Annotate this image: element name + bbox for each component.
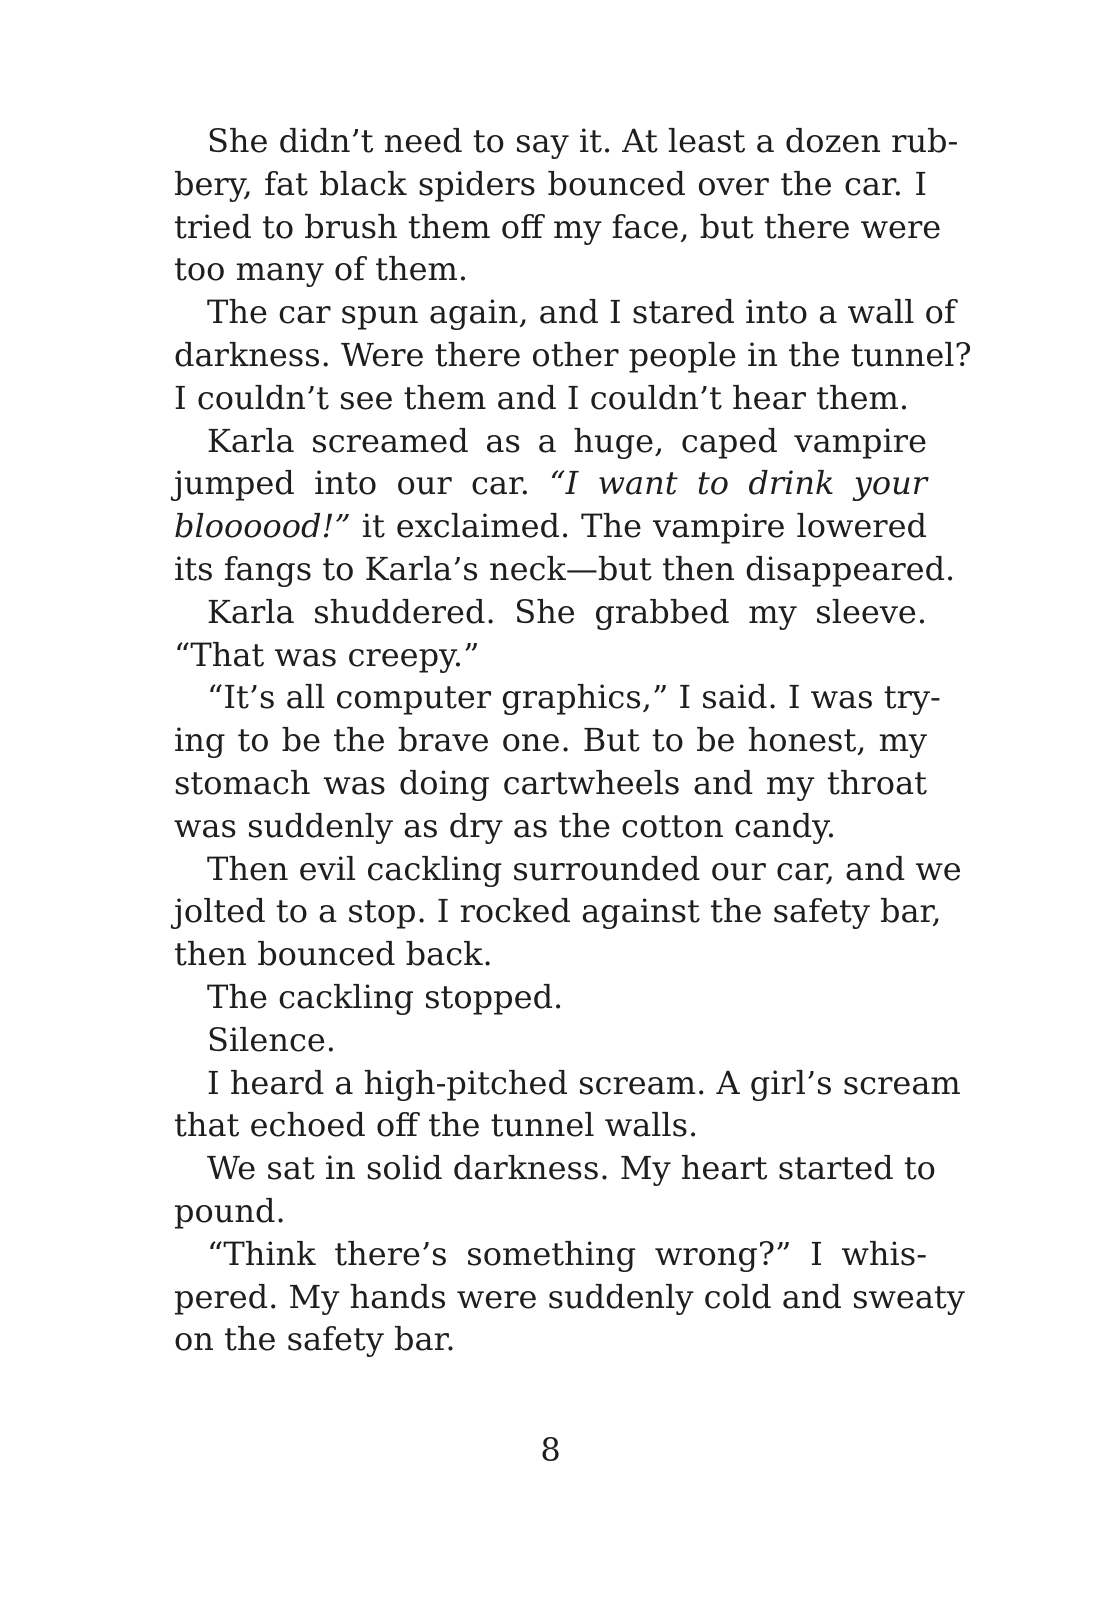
text-line: I couldn’t see them and I couldn’t hear them. <box>174 378 910 417</box>
text-line: on the safety bar. <box>174 1320 456 1359</box>
text-line: I heard a high-pitched scream. A girl’s scream <box>207 1063 961 1102</box>
body-text <box>174 120 972 1361</box>
text-line: darkness. Were there other people in the tunnel? <box>174 335 972 374</box>
italic-dialogue: “I want to drink your <box>549 464 928 503</box>
text-segment: jumped into our car. <box>174 464 550 503</box>
text-line: Then evil cackling surrounded our car, and we <box>207 849 962 888</box>
text-segment: it exclaimed. The vampire lowered <box>350 507 927 546</box>
text-line: too many of them. <box>174 250 469 289</box>
text-line: pered. My hands were suddenly cold and sweaty <box>174 1277 965 1316</box>
text-line: Silence. <box>207 1020 336 1059</box>
text-line: Karla shuddered. She grabbed my sleeve. <box>207 592 927 631</box>
text-line: stomach was doing cartwheels and my throat <box>174 763 927 802</box>
text-line: “It’s all computer graphics,” I said. I was try- <box>207 678 941 717</box>
text-line: bery, fat black spiders bounced over the car. I <box>174 164 927 203</box>
text-line <box>174 505 927 548</box>
page-number: 8 <box>540 1431 561 1469</box>
text-line: “That was creepy.” <box>174 635 480 674</box>
text-line: The car spun again, and I stared into a wall of <box>207 293 956 332</box>
text-line: tried to brush them off my face, but there were <box>174 207 942 246</box>
text-line: jolted to a stop. I rocked against the safety bar, <box>174 892 942 931</box>
text-line: She didn’t need to say it. At least a dozen rub- <box>207 122 959 160</box>
text-line <box>174 462 927 505</box>
italic-dialogue: bloooood!” <box>174 507 351 546</box>
text-line: was suddenly as dry as the cotton candy. <box>174 806 837 845</box>
text-line: We sat in solid darkness. My heart started to <box>207 1149 936 1188</box>
text-line: Karla screamed as a huge, caped vampire <box>207 421 927 460</box>
text-line: then bounced back. <box>174 935 493 974</box>
text-line: ing to be the brave one. But to be honest, my <box>174 721 927 760</box>
text-line: its fangs to Karla’s neck—but then disappeared. <box>174 549 956 588</box>
text-line: “Think there’s something wrong?” I whis- <box>207 1234 927 1273</box>
text-line: The cackling stopped. <box>207 977 564 1016</box>
text-line: that echoed off the tunnel walls. <box>174 1106 699 1145</box>
text-line: pound. <box>174 1191 286 1230</box>
